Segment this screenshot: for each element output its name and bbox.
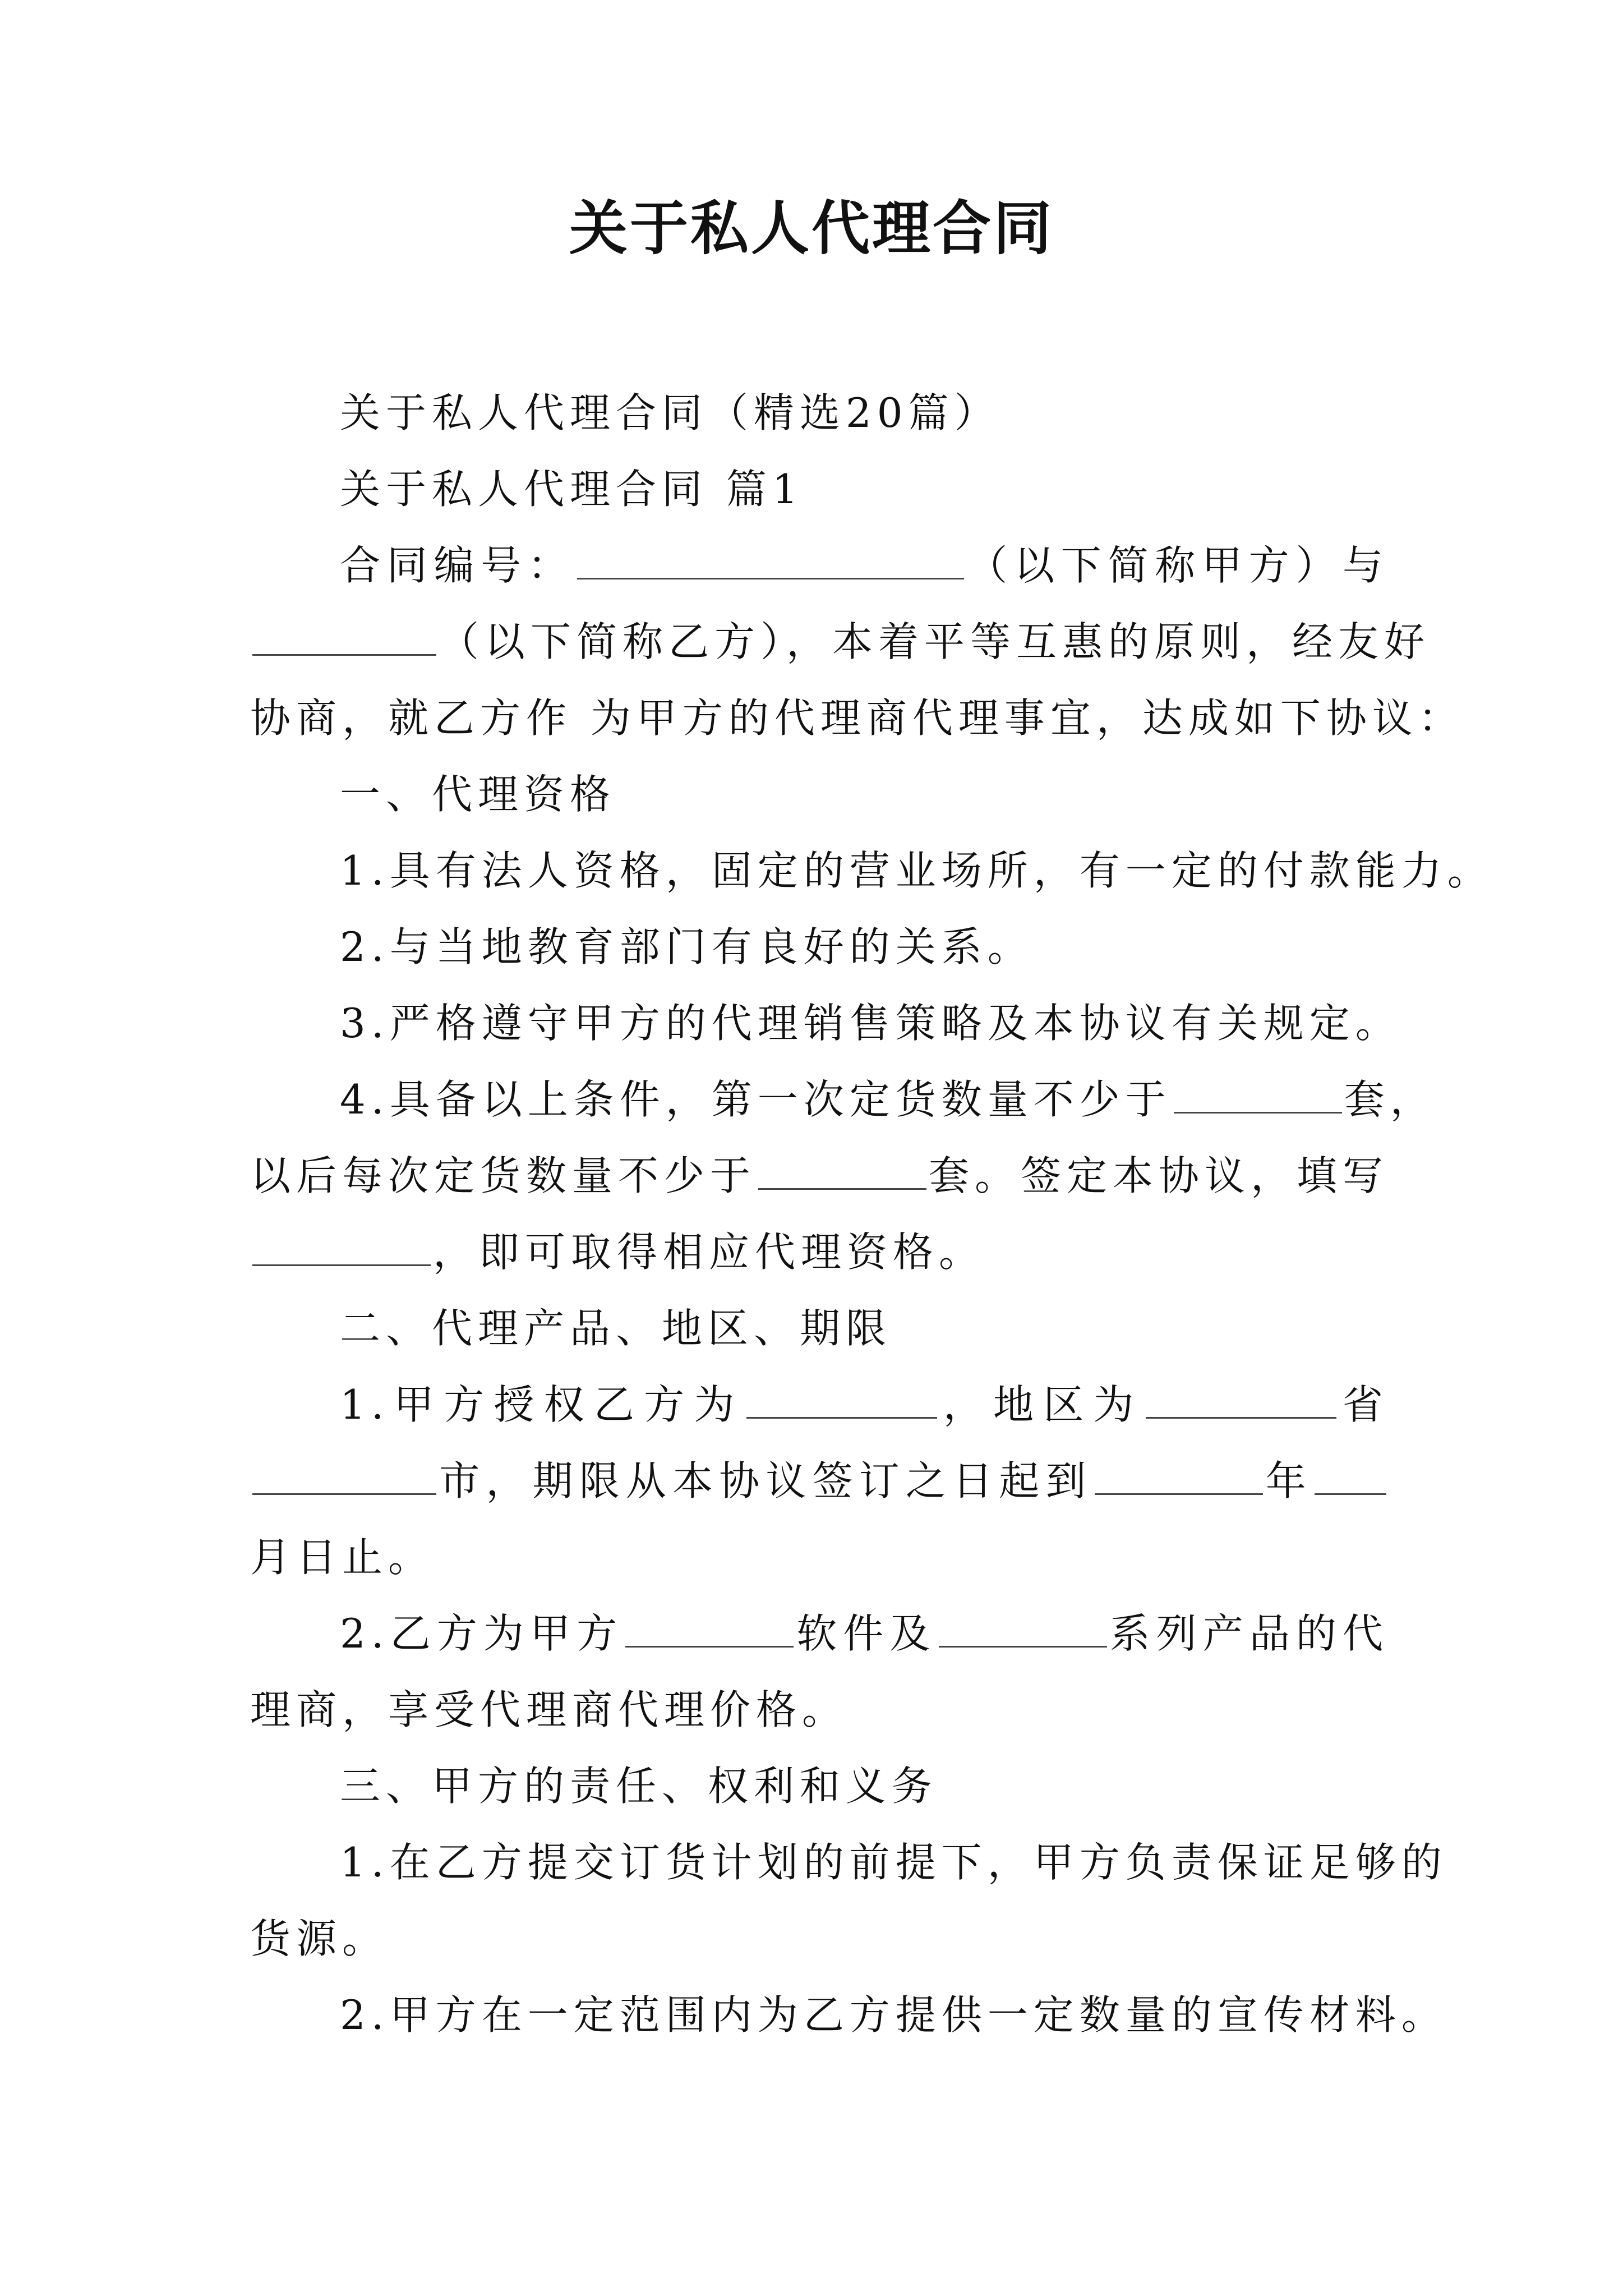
section-heading: 二、代理产品、地区、期限: [340, 1305, 892, 1352]
first-order-quantity-blank: [1174, 1078, 1342, 1114]
intro-line-1: 合同编号： （以下简称甲方）与: [340, 542, 1389, 589]
clause-line: 以后每次定货数量不少于 套。签定本协议，填写: [250, 1152, 1389, 1199]
clause-line: 1.在乙方提交订货计划的前提下，甲方负责保证足够的: [340, 1839, 1447, 1886]
end-year-blank: [1095, 1460, 1263, 1495]
clause: 1.具有法人资格，固定的营业场所，有一定的付款能力。: [340, 847, 1493, 894]
province-blank: [1146, 1383, 1336, 1419]
party-b-blank: [252, 620, 436, 656]
clause-line: 理商，享受代理商代理价格。: [250, 1686, 849, 1733]
agent-type-blank: [746, 1383, 937, 1419]
subsequent-order-quantity-blank: [758, 1154, 926, 1190]
document-title: 关于私人代理合同: [569, 194, 1054, 263]
clause: 2.甲方在一定范围内为乙方提供一定数量的宣传材料。: [340, 1991, 1447, 2039]
end-month-blank: [1315, 1460, 1386, 1495]
clause-line: 2.乙方为甲方 软件及 系列产品的代: [340, 1610, 1389, 1657]
clause-line: 月日止。: [250, 1534, 435, 1581]
product-series-blank: [939, 1612, 1107, 1648]
clause-line: 货源。: [250, 1915, 389, 1962]
intro-line-2: （以下简称乙方），本着平等互惠的原则，经友好: [250, 604, 1389, 680]
document-body: [250, 375, 1493, 2053]
software-blank: [625, 1612, 794, 1648]
collection-subtitle: 关于私人代理合同（精选20篇）: [340, 389, 1000, 436]
clause-line: 1.甲方授权乙方为 ，地区为 省: [340, 1381, 1389, 1428]
city-blank: [252, 1460, 436, 1495]
clause-line: 4.具备以上条件，第一次定货数量不少于 套，: [340, 1076, 1436, 1123]
article-heading: 关于私人代理合同 篇1: [340, 466, 804, 513]
clause-line: ，即可取得相应代理资格。: [250, 1214, 1389, 1290]
clause: 3.严格遵守甲方的代理销售策略及本协议有关规定。: [340, 1000, 1401, 1047]
clause-line: 市，期限从本协议签订之日起到 年: [250, 1443, 1389, 1519]
intro-line-3: 协商，就乙方作 为甲方的代理商代理事宜，达成如下协议：: [250, 694, 1464, 742]
contract-number-blank: [577, 544, 964, 579]
section-heading: 三、甲方的责任、权利和义务: [340, 1763, 938, 1810]
clause: 2.与当地教育部门有良好的关系。: [340, 923, 1034, 970]
section-heading: 一、代理资格: [340, 771, 616, 818]
contract-number-label: 合同编号：: [340, 542, 575, 589]
fill-in-blank: [252, 1231, 431, 1266]
